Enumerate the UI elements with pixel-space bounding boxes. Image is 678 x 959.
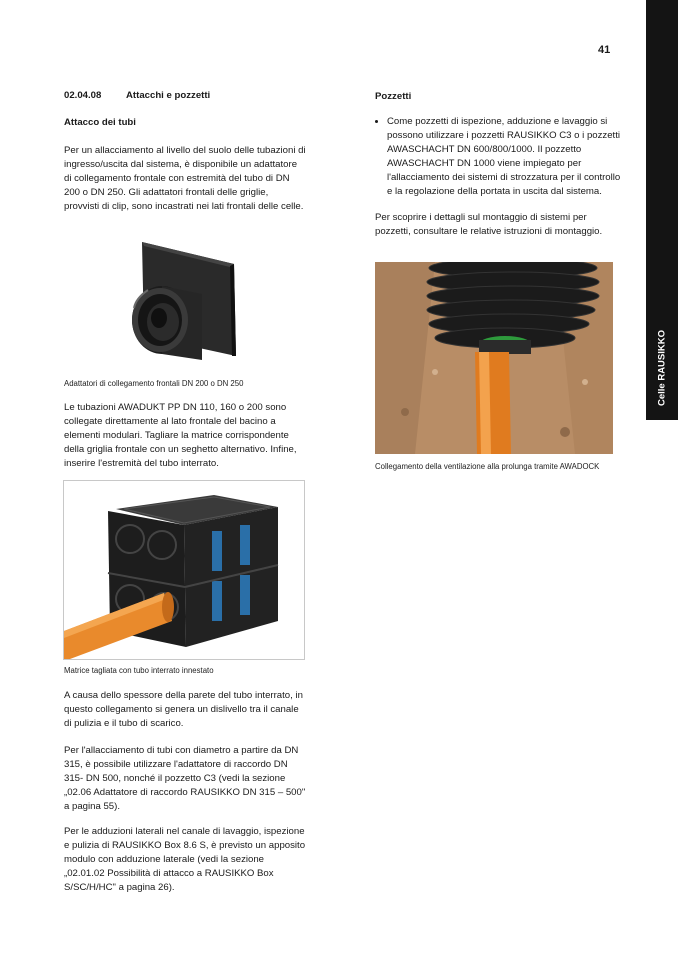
paragraph-awadukt: Le tubazioni AWADUKT PP DN 110, 160 o 200 sono collegate direttamente al lato frontale del bacino a elementi modulari. Tagliare la matrice corrispondente della griglia frontale con un seghetto alternativo. Infine, inserire l'estremità del tubo interrato.: [64, 402, 297, 469]
page-number: 41: [598, 44, 611, 56]
paragraph-dn315: Per l'allacciamento di tubi con diametro a partire da DN 315, è possibile utilizzare l'adattatore di raccordo DN 315- DN 500, nonché il pozzetto C3 (vedi la sezione „02.06 Adattatore di raccordo RAUSIKKO DN 315 – 500" a pagina 55).: [64, 745, 306, 812]
section-title: Attacchi e pozzetti: [126, 90, 211, 101]
section-heading: [64, 90, 210, 101]
subheading-pipe-connection: Attacco dei tubi: [64, 117, 136, 128]
subheading-manholes: Pozzetti: [375, 91, 412, 102]
paragraph-lateral: Per le adduzioni laterali nel canale di lavaggio, ispezione e pulizia di RAUSIKKO Box 8.6 S, è previsto un apposito modulo con adduzione laterale (vedi la sezione „02.01.02 Possibilità di attacco a RAUSIKKO Box S/SC/H/HC" a pagina 26).: [64, 826, 306, 893]
list-item: • Come pozzetti di ispezione, adduzione e lavaggio si possono utilizzare i pozzetti RAUSIKKO C3 o i pozzetti AWASCHACHT DN 600/800/1000. Il pozzetto AWASCHACHT DN 1000 viene impiegato per l'allacciamento dei sistemi di strozzatura per il controllo e la regolazione della portata in uscita dal sistema.: [387, 115, 625, 199]
caption-module-pipe: Matrice tagliata con tubo interrato innestato: [64, 666, 214, 675]
caption-awadock: Collegamento della ventilazione alla prolunga tramite AWADOCK: [375, 462, 600, 471]
caption-adapter: Adattatori di collegamento frontali DN 200 o DN 250: [64, 379, 244, 388]
module-pipe-image: [63, 480, 305, 660]
section-number: 02.04.08: [64, 90, 102, 101]
adapter-image: [64, 238, 304, 373]
side-tab-label: Celle RAUSIKKO: [656, 329, 668, 407]
awadock-trench-image: [375, 262, 613, 454]
manhole-bullet-list: [375, 115, 625, 199]
paragraph-wall-thickness: A causa dello spessore della parete del tubo interrato, in questo collegamento si genera un dislivello tra il canale di pulizia e il tubo di scarico.: [64, 690, 303, 729]
paragraph-intro: Per un allacciamento al livello del suolo delle tubazioni di ingresso/uscita dal sistema, è disponibile un adattatore di collegamento frontale con estremità del tubo di DN 200 o DN 250. Gli adattatori frontali delle griglie, provvisti di clip, sono incastrati nei lati frontali delle celle.: [64, 145, 306, 212]
paragraph-installation: Per scoprire i dettagli sul montaggio di sistemi per pozzetti, consultare le relative istruzioni di montaggio.: [375, 212, 603, 237]
